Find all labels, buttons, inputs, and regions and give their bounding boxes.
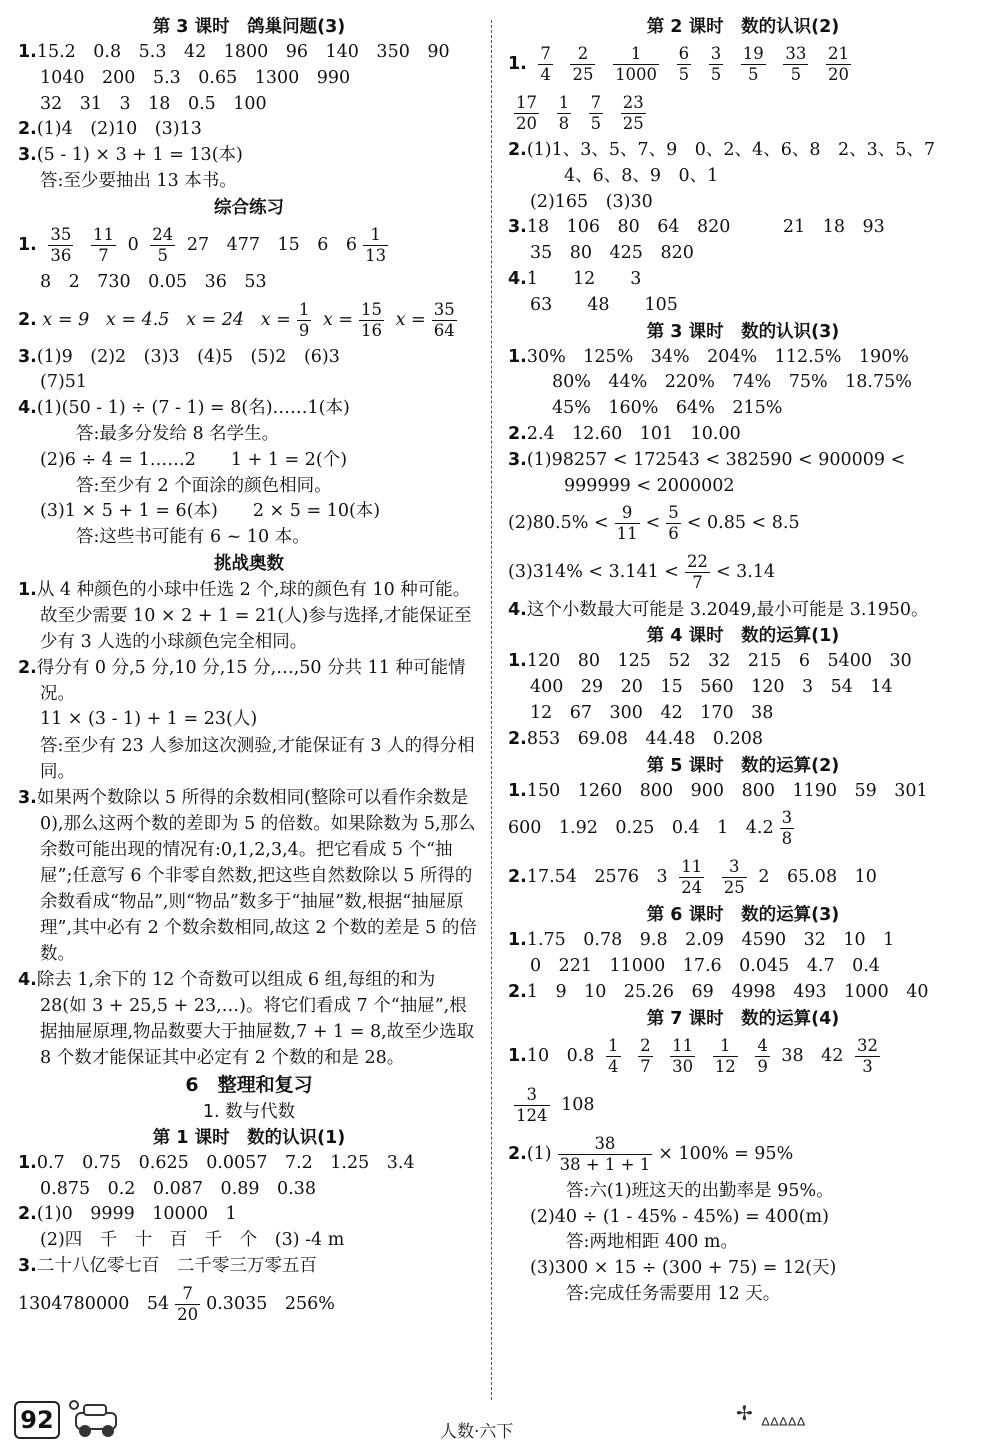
answer-line: 3.18 106 80 64 820 21 18 93 — [508, 217, 885, 238]
fraction: $\frac{7}{5}$ — [590, 93, 602, 133]
fraction: $\frac{3}{25}$ — [723, 857, 745, 898]
section-title: 第 2 课时 数的认识(2) — [646, 17, 840, 37]
answer-line: 答:完成任务需要用 12 天。 — [566, 1283, 781, 1304]
series-label: 人数·六下 — [440, 1422, 514, 1442]
fraction: $\frac{1}{4}$ — [608, 1035, 619, 1076]
fraction: $\frac{3}{124}$ — [516, 1084, 548, 1125]
fraction: $\frac{3}{5}$ — [710, 44, 722, 84]
answer-line: (2)165 (3)30 — [530, 191, 653, 212]
answer-line: 8 2 730 0.05 36 53 — [40, 271, 267, 292]
answer-line: 1. $\frac{35}{36}$ $\frac{11}{7}$ 0 $\frac{24}{5}$ 27 477 15 6 6 $\frac{1}{13}$ — [18, 224, 387, 265]
section-title: 第 1 课时 数的认识(1) — [152, 1127, 346, 1148]
section-title: 挑战奥数 — [214, 553, 284, 574]
fraction: $\frac{21}{20}$ — [827, 44, 849, 84]
fraction: $\frac{32}{3}$ — [857, 1035, 879, 1076]
answer-line: 1.10 0.8 $\frac{1}{4}$ $\frac{2}{7}$ $\frac{11}{30}$ $\frac{1}{12}$ $\frac{4}{9}$ 38 42 $\frac{32}{3}$ — [508, 1035, 879, 1076]
butterfly-icon: ✢ — [736, 1401, 753, 1425]
answer-line: 80% 44% 220% 74% 75% 18.75% — [552, 372, 912, 393]
fraction: $\frac{22}{7}$ — [686, 552, 708, 593]
answer-line: 35 80 425 820 — [530, 243, 694, 264]
fraction: $\frac{38}{38 + 1 + 1}$ — [559, 1133, 651, 1174]
section-title: 第 3 课时 数的认识(3) — [646, 321, 840, 342]
fraction: $\frac{7}{4}$ — [540, 44, 551, 84]
fraction: $\frac{24}{5}$ — [152, 224, 174, 265]
answer-line: 2. x = 9 x = 4.5 x = 24 x = $\frac{1}{9}$ x = $\frac{15}{16}$ x = $\frac{35}{64}$ — [18, 299, 455, 340]
answer-paragraph: 4.这个小数最大可能是 3.2049,最小可能是 3.1950。 — [508, 600, 929, 621]
fraction: $\frac{2}{7}$ — [640, 1035, 651, 1076]
section-title: 第 4 课时 数的运算(1) — [646, 626, 840, 647]
fraction: $\frac{4}{9}$ — [757, 1035, 768, 1076]
answer-line: 2.2.4 12.60 101 10.00 — [508, 423, 741, 444]
answer-line: 2.(1)1、3、5、7、9 0、2、4、6、8 2、3、5、7 — [508, 140, 935, 160]
fraction: $\frac{2}{25}$ — [572, 44, 594, 84]
right-column — [508, 14, 978, 1308]
answer-line: 1.30% 125% 34% 204% 112.5% 190% — [508, 346, 909, 367]
answer-line: 400 29 20 15 560 120 3 54 14 — [530, 677, 893, 698]
fraction: $\frac{15}{16}$ — [361, 299, 383, 340]
answer-line: 600 1.92 0.25 0.4 1 4.2 $\frac{3}{8}$ — [508, 808, 793, 849]
answer-line: 11 × (3 - 1) + 1 = 23(人) — [40, 708, 258, 729]
answer-paragraph: 3.如果两个数除以 5 所得的余数相同(整除可以看作余数是 0),那么这两个数的差即为 5 的倍数。如果除数为 5,那么余数可能出现的情况有:0,1,2,3,4。把它看成 5 个“抽屉”;任意写 6 个非零自然数,把这些自然数除以 5 所得的余数看成“物品”,则“物品”数多于“抽屉”数,根据“抽屉原理”,其中必有 2 个数余数相同,故这 2 个数的差是 5 的倍数。 — [18, 787, 477, 964]
car-icon — [66, 1397, 126, 1450]
fraction: $\frac{7}{20}$ — [177, 1283, 199, 1324]
answer-line: 0 221 11000 17.6 0.045 4.7 0.4 — [530, 956, 880, 977]
answer-line: 4.1 12 3 — [508, 268, 642, 289]
answer-line: 999999 < 2000002 — [564, 475, 735, 496]
answer-line: 答:这些书可能有 6 ~ 10 本。 — [76, 527, 310, 548]
fraction: $\frac{11}{30}$ — [672, 1035, 694, 1076]
section-title: 第 6 课时 数的运算(3) — [646, 905, 840, 926]
answer-line: (2)6 ÷ 4 = 1……2 1 + 1 = 2(个) — [40, 449, 348, 470]
fraction: $\frac{1}{8}$ — [558, 93, 570, 133]
fraction: $\frac{11}{24}$ — [681, 857, 703, 898]
answer-line: 45% 160% 64% 215% — [552, 398, 783, 419]
page-footer — [0, 1395, 1000, 1449]
answer-line: 4.(1)(50 - 1) ÷ (7 - 1) = 8(名)……1(本) — [18, 398, 350, 419]
fraction: $\frac{1}{13}$ — [365, 224, 387, 265]
answer-paragraph: 4.除去 1,余下的 12 个奇数可以组成 6 组,每组的和为 28(如 3 + 25,5 + 23,…)。将它们看成 7 个“抽屉”,根据抽屉原理,物品数要大于抽屉数,7 + 1 = 8,故至少选取 8 个数才能保证其中必定有 2 个数的和是 28。 — [18, 969, 475, 1068]
answer-line — [508, 89, 978, 138]
answer-line: 1.0.7 0.75 0.625 0.0057 7.2 1.25 3.4 — [18, 1152, 415, 1173]
answer-line: 4、6、8、9 0、1 — [564, 165, 719, 186]
answer-line: 2.(1)4 (2)10 (3)13 — [18, 119, 202, 140]
answer-line: 32 31 3 18 0.5 100 — [40, 93, 267, 114]
answer-line: (7)51 — [40, 372, 88, 393]
fraction: $\frac{1}{1000}$ — [615, 44, 658, 84]
answer-line: $\frac{3}{124}$ 108 — [516, 1084, 595, 1125]
section-title: 第 3 课时 鸽巢问题(3) — [152, 17, 346, 37]
answer-paragraph: 2.得分有 0 分,5 分,10 分,15 分,…,50 分共 11 种可能情况。 — [18, 657, 466, 704]
fraction: $\frac{5}{6}$ — [668, 503, 679, 544]
answer-line: 答:两地相距 400 m。 — [566, 1232, 739, 1253]
answer-line: (3)1 × 5 + 1 = 6(本) 2 × 5 = 10(本) — [40, 501, 381, 522]
answer-line: 2.17.54 2576 3 $\frac{11}{24}$ $\frac{3}{25}$ 2 65.08 10 — [508, 857, 877, 898]
answer-line: 3.二十八亿零七百 二千零三万零五百 — [18, 1255, 317, 1276]
answer-line: (3)314% < 3.141 < $\frac{22}{7}$ < 3.14 — [508, 552, 776, 593]
answer-line: 63 48 105 — [530, 294, 678, 315]
answer-line: 1.150 1260 800 900 800 1190 59 301 — [508, 780, 928, 801]
answer-line: 12 67 300 42 170 38 — [530, 702, 774, 723]
fraction: $\frac{3}{8}$ — [781, 808, 793, 849]
answer-line: (2)80.5% < $\frac{9}{11}$ < $\frac{5}{6}$ < 0.85 < 8.5 — [508, 503, 800, 544]
fraction: $\frac{35}{64}$ — [433, 299, 455, 340]
answer-line: 1.120 80 125 52 32 215 6 5400 30 — [508, 651, 912, 672]
fraction: $\frac{6}{5}$ — [678, 44, 690, 84]
fraction: $\frac{23}{25}$ — [622, 93, 644, 133]
grass-icon: ᐞᐞᐞᐞᐞ — [760, 1413, 805, 1437]
fraction: $\frac{1}{12}$ — [714, 1035, 736, 1076]
answer-line: 答:至少要抽出 13 本书。 — [40, 170, 237, 191]
answer-line: 答:六(1)班这天的出勤率是 95%。 — [566, 1180, 834, 1201]
answer-line: 答:至少有 2 个面涂的颜色相同。 — [76, 475, 332, 496]
fraction: $\frac{9}{11}$ — [616, 503, 638, 544]
fraction: $\frac{35}{36}$ — [50, 224, 72, 265]
section-title: 第 7 课时 数的运算(4) — [646, 1008, 840, 1029]
answer-line: 1.15.2 0.8 5.3 42 1800 96 140 350 90 — [18, 42, 450, 62]
answer-line: 1304780000 54 $\frac{7}{20}$ 0.3035 256% — [18, 1283, 335, 1324]
left-column — [18, 14, 480, 1329]
answer-line: 2.853 69.08 44.48 0.208 — [508, 728, 764, 749]
answer-line: 3.(1)9 (2)2 (3)3 (4)5 (5)2 (6)3 — [18, 346, 340, 367]
answer-line: 1040 200 5.3 0.65 1300 990 — [40, 67, 351, 88]
answer-line: 1.1.75 0.78 9.8 2.09 4590 32 10 1 — [508, 930, 895, 951]
fraction: $\frac{11}{7}$ — [92, 224, 114, 265]
answer-line: 3.(5 - 1) × 3 + 1 = 13(本) — [18, 145, 243, 166]
fraction: $\frac{1}{9}$ — [298, 299, 310, 340]
column-divider — [491, 20, 492, 1400]
answer-line: 1. $\frac{7}{4}$ $\frac{2}{25}$ $\frac{1}{1000}$ $\frac{6}{5}$ $\frac{3}{5}$ $\frac{19}{5}$ $\frac{33}{5}$ $\frac{21}{20}$ — [508, 44, 849, 84]
answer-line: (2)四 千 十 百 千 个 (3) -4 m — [40, 1230, 345, 1251]
answer-line: 2.1 9 10 25.26 69 4998 493 1000 40 — [508, 981, 929, 1002]
fraction: $\frac{19}{5}$ — [742, 44, 764, 84]
answer-line: (3)300 × 15 ÷ (300 + 75) = 12(天) — [530, 1258, 837, 1279]
page-number: 92 — [14, 1401, 60, 1439]
fraction: $\frac{17}{20}$ — [516, 93, 537, 133]
section-title: 第 5 课时 数的运算(2) — [646, 755, 840, 776]
answer-line: 答:最多分发给 8 名学生。 — [76, 423, 280, 444]
answer-paragraph: 答:至少有 23 人参加这次测验,才能保证有 3 人的得分相同。 — [40, 735, 475, 782]
chapter-title: 6 整理和复习 — [185, 1073, 313, 1096]
chapter-subtitle: 1. 数与代数 — [202, 1101, 296, 1122]
answer-line: 3.(1)98257 < 172543 < 382590 < 900009 < — [508, 449, 906, 470]
answer-line: 2.(1) $\frac{38}{38 + 1 + 1}$ × 100% = 95% — [508, 1133, 794, 1174]
answer-line: 2.(1)0 9999 10000 1 — [18, 1204, 237, 1225]
fraction: $\frac{33}{5}$ — [785, 44, 807, 84]
answer-paragraph: 1.从 4 种颜色的小球中任选 2 个,球的颜色有 10 种可能。故至少需要 10 × 2 + 1 = 21(人)参与选择,才能保证至少有 3 人选的小球颜色完全相同。 — [18, 579, 472, 652]
answer-line: (2)40 ÷ (1 - 45% - 45%) = 400(m) — [530, 1206, 829, 1227]
answer-line: 0.875 0.2 0.087 0.89 0.38 — [40, 1178, 316, 1199]
section-title: 综合练习 — [214, 197, 284, 218]
